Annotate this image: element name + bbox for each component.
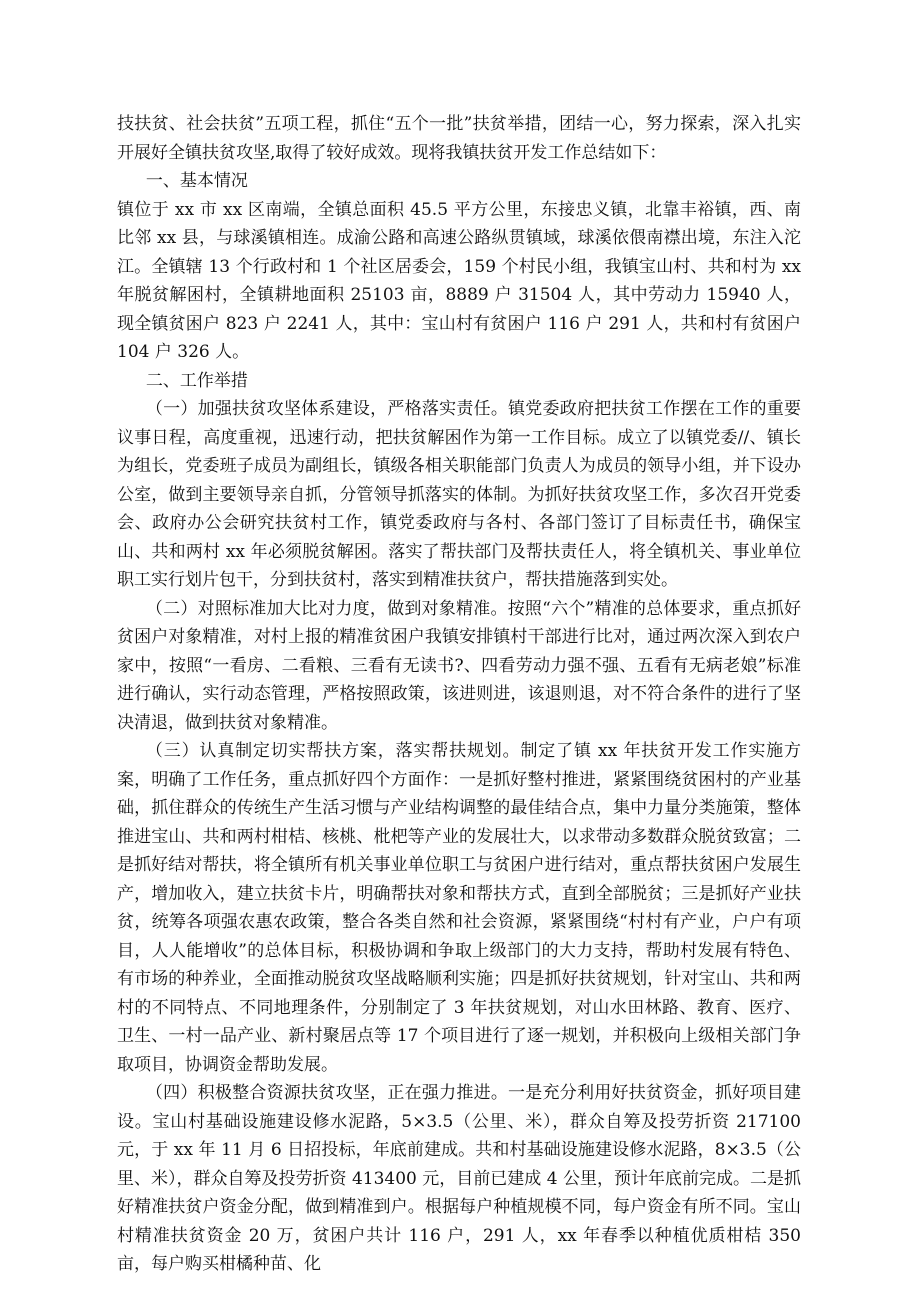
- paragraph-intro-continued: 技扶贫、社会扶贫”五项工程，抓住“五个一批”扶贫举措，团结一心，努力探索，深入扎实开展好全镇扶贫攻坚,取得了较好成效。现将我镇扶贫开发工作总结如下：: [117, 114, 801, 163]
- paragraph-measure-2: （二）对照标准加大比对力度，做到对象精准。按照“六个”精准的总体要求，重点抓好贫困户对象精准，对村上报的精准贫困户我镇安排镇村干部进行比对，通过两次深入到农户家中，按照“一看房、二看粮、三看有无读书?、四看劳动力强不强、五看有无病老娘”标准进行确认，实行动态管理，严格按照政策，该进则进，该退则退，对不符合条件的进行了坚决清退，做到扶贫对象精准。: [117, 598, 801, 733]
- section-heading-basic-situation: 一、基本情况: [145, 171, 248, 191]
- paragraph-measure-1: （一）加强扶贫攻坚体系建设，严格落实责任。镇党委政府把扶贫工作摆在工作的重要议事日程，高度重视，迅速行动，把扶贫解困作为第一工作目标。成立了以镇党委//、镇长为组长，党委班子成员为副组长，镇级各相关职能部门负责人为成员的领导小组，并下设办公室，做到主要领导亲自抓，分管领导抓落实的体制。为抓好扶贫攻坚工作，多次召开党委会、政府办公会研究扶贫村工作，镇党委政府与各村、各部门签订了目标责任书，确保宝山、共和两村 xx 年必须脱贫解困。落实了帮扶部门及帮扶责任人，将全镇机关、事业单位职工实行划片包干，分到扶贫村，落实到精准扶贫户，帮扶措施落到实处。: [117, 399, 801, 590]
- document-body: [117, 110, 801, 1279]
- paragraph-basic-situation: 镇位于 xx 市 xx 区南端，全镇总面积 45.5 平方公里，东接忠义镇，北靠丰裕镇，西、南比邻 xx 县，与球溪镇相连。成渝公路和高速公路纵贯镇域，球溪依偎南襟出境，东注入沱江。全镇辖 13 个行政村和 1 个社区居委会，159 个村民小组，我镇宝山村、共和村为 xx 年脱贫解困村，全镇耕地面积 25103 亩，8889 户 31504 人，其中劳动力 15940 人，现全镇贫困户 823 户 2241 人，其中：宝山村有贫困户 116 户 291 人，共和村有贫困户 104 户 326 人。: [117, 199, 801, 362]
- paragraph-measure-3: （三）认真制定切实帮扶方案，落实帮扶规划。制定了镇 xx 年扶贫开发工作实施方案，明确了工作任务，重点抓好四个方面作：一是抓好整村推进，紧紧围绕贫困村的产业基础，抓住群众的传统生产生活习惯与产业结构调整的最佳结合点，集中力量分类施策，整体推进宝山、共和两村柑桔、核桃、枇杷等产业的发展壮大，以求带动多数群众脱贫致富；二是抓好结对帮扶，将全镇所有机关事业单位职工与贫困户进行结对，重点帮扶贫困户发展生产，增加收入，建立扶贫卡片，明确帮扶对象和帮扶方式，直到全部脱贫；三是抓好产业扶贫，统筹各项强农惠农政策，整合各类自然和社会资源，紧紧围绕“村村有产业，户户有项目，人人能增收”的总体目标，积极协调和争取上级部门的大力支持，帮助村发展有特色、有市场的种养业，全面推动脱贫攻坚战略顺利实施；四是抓好扶贫规划，针对宝山、共和两村的不同特点、不同地理条件，分别制定了 3 年扶贫规划，对山水田林路、教育、医疗、卫生、一村一品产业、新村聚居点等 17 个项目进行了逐一规划，并积极向上级相关部门争取项目，协调资金帮助发展。: [117, 741, 801, 1075]
- section-heading-work-measures: 二、工作举措: [145, 370, 248, 391]
- paragraph-measure-4: （四）积极整合资源扶贫攻坚，正在强力推进。一是充分利用好扶贫资金，抓好项目建设。宝山村基础设施建设修水泥路，5×3.5（公里、米），群众自筹及投劳折资 217100 元，于 xx 年 11 月 6 日招投标，年底前建成。共和村基础设施建设修水泥路，8×3.5（公里、米），群众自筹及投劳折资 413400 元，目前已建成 4 公里，预计年底前完成。二是抓好精准扶贫户资金分配，做到精准到户。根据每户种植规模不同，每户资金有所不同。宝山村精准扶贫资金 20 万，贫困户共计 116 户，291 人，xx 年春季以种植优质柑桔 350 亩，每户购买柑橘种苗、化: [117, 1083, 801, 1274]
